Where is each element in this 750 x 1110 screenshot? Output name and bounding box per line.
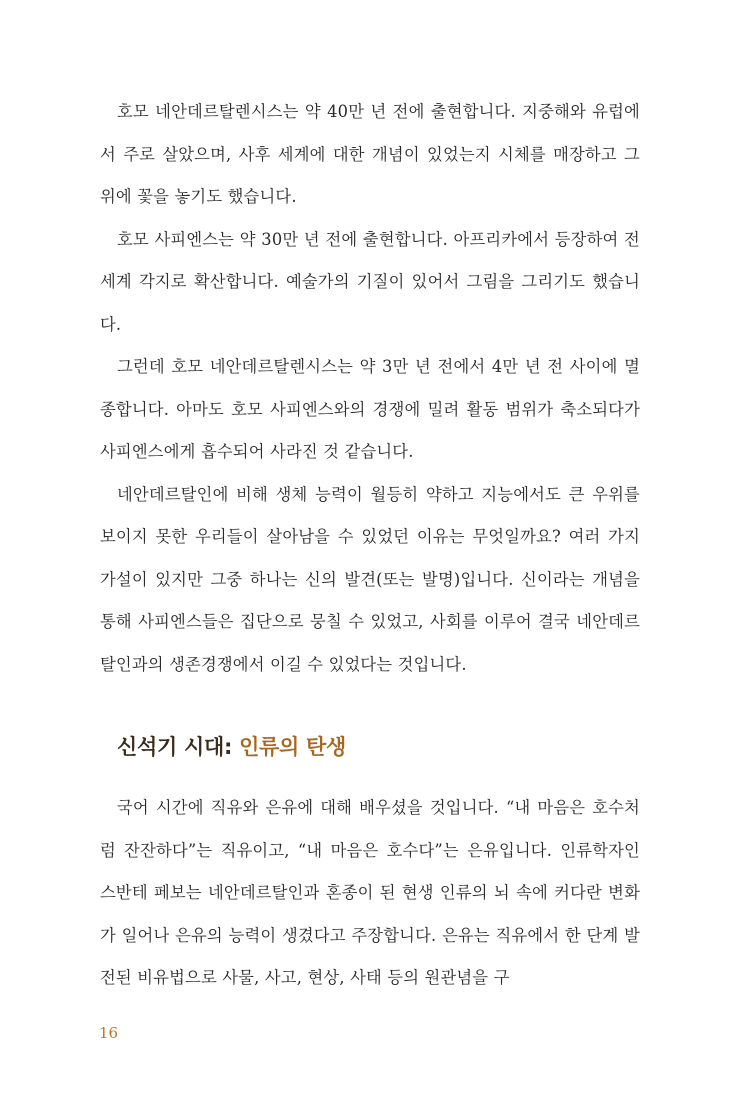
section-heading-lead: 신석기 시대: (117, 735, 240, 759)
section-heading-accent: 인류의 탄생 (239, 735, 347, 759)
page-number: 16 (99, 1024, 119, 1042)
paragraph-metaphor: 국어 시간에 직유와 은유에 대해 배우셨을 것입니다. “내 마음은 호수처럼 잔잔하다”는 직유이고, “내 마음은 호수다”는 은유입니다. 인류학자인 스반테 페보는 네안데르탈인과 혼종이 된 현생 인류의 뇌 속에 커다란 변화가 일어나 은유의 능력이 생겼다고 주장합니다. 은유는 직유에서 한 단계 발전된 비유법으로 사물, 사고, 현상, 사태 등의 원관념을 구 (100, 798, 640, 987)
paragraph-neanderthal-origin: 호모 네안데르탈렌시스는 약 40만 년 전에 출현합니다. 지중해와 유럽에서 주로 살았으며, 사후 세계에 대한 개념이 있었는지 시체를 매장하고 그 위에 꽃을 놓기도 했습니다. (100, 102, 640, 206)
section-heading (117, 731, 346, 763)
body-text-section-1 (100, 91, 640, 686)
body-text-section-2 (100, 787, 640, 1000)
paragraph-sapiens-origin: 호모 사피엔스는 약 30만 년 전에 출현합니다. 아프리카에서 등장하여 전 세계 각지로 확산합니다. 예술가의 기질이 있어서 그림을 그리기도 했습니다. (100, 229, 640, 334)
paragraph-survival-reason: 네안데르탈인에 비해 생체 능력이 월등히 약하고 지능에서도 큰 우위를 보이지 못한 우리들이 살아남을 수 있었던 이유는 무엇일까요? 여러 가지 가설이 있지만 그중 하나는 신의 발견(또는 발명)입니다. 신이라는 개념을 통해 사피엔스들은 집단으로 뭉칠 수 있었고, 사회를 이루어 결국 네안데르탈인과의 생존경쟁에서 이길 수 있었다는 것입니다. (100, 484, 640, 674)
paragraph-neanderthal-extinction: 그런데 호모 네안데르탈렌시스는 약 3만 년 전에서 4만 년 전 사이에 멸종합니다. 아마도 호모 사피엔스와의 경쟁에 밀려 활동 범위가 축소되다가 사피엔스에게 흡수되어 사라진 것 같습니다. (100, 357, 640, 461)
